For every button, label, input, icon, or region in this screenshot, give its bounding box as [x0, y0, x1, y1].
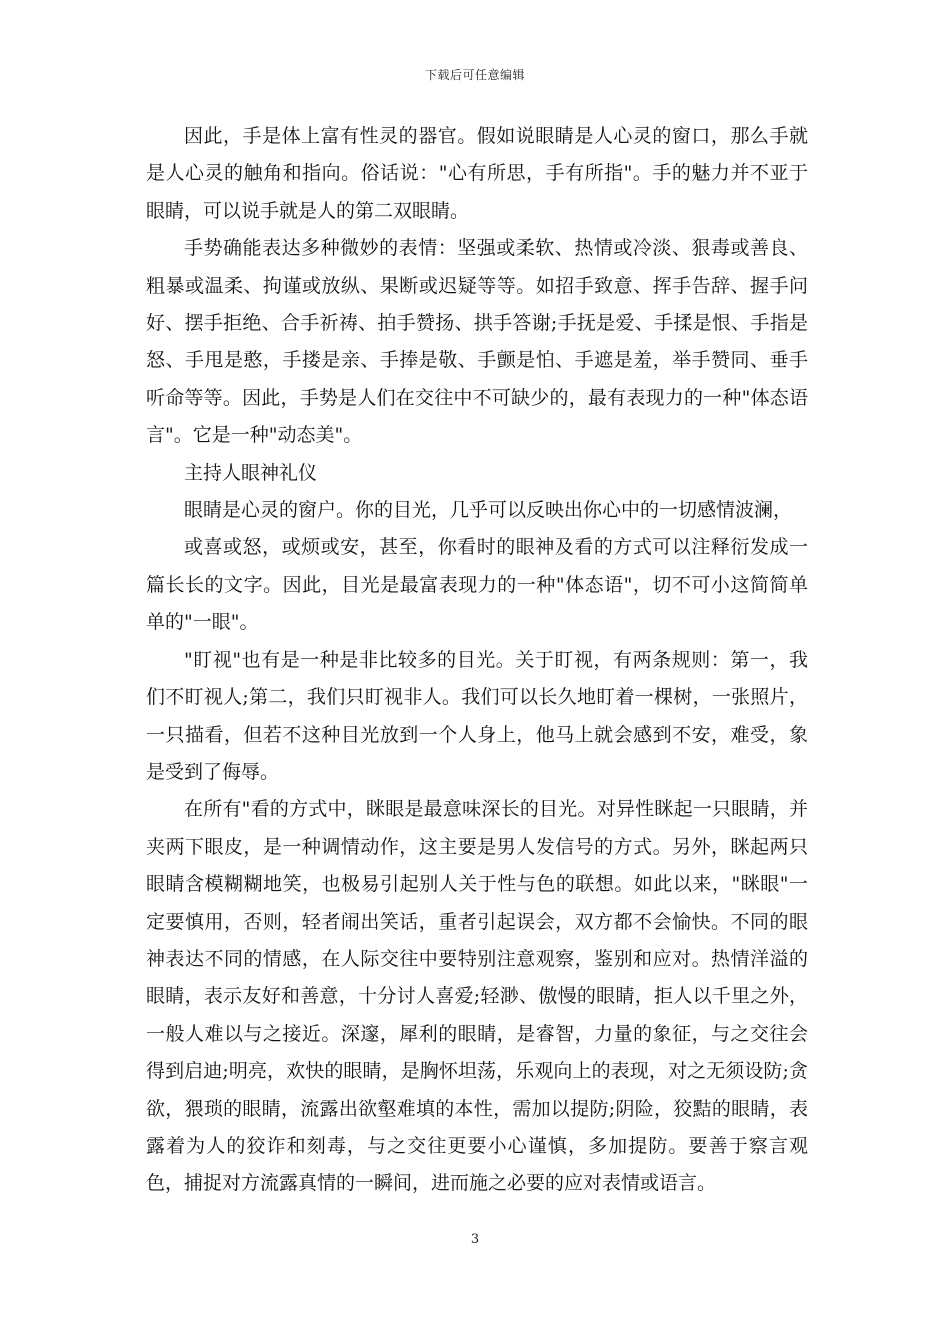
page-header: 下载后可任意编辑: [424, 68, 525, 82]
section-heading-eye-etiquette: 主持人眼神礼仪: [184, 461, 318, 484]
paragraph-gaze-expression: 或喜或怒，或烦或安，甚至，你看时的眼神及看的方式可以注释衍发成一篇长长的文字。因此，目光是最富表现力的一种"体态语"，切不可小这简简单单的"一眼"。: [146, 536, 808, 634]
page-number: 3: [470, 1232, 480, 1247]
paragraph-gestures: 手势确能表达多种微妙的表情：坚强或柔软、热情或冷淡、狠毒或善良、粗暴或温柔、拘谨或放纵、果断或迟疑等等。如招手致意、挥手告辞、握手问好、摆手拒绝、合手祈祷、拍手赞扬、拱手答谢;手抚是爱、手揉是恨、手指是怒、手甩是憨，手搂是亲、手捧是敬、手颤是怕、手遮是羞，举手赞同、垂手听命等等。因此，手势是人们在交往中不可缺少的，最有表现力的一种"体态语言"。它是一种"动态美"。: [146, 237, 808, 447]
paragraph-hand-organ: 因此，手是体上富有性灵的器官。假如说眼睛是人心灵的窗口，那么手就是人心灵的触角和指向。俗话说："心有所思，手有所指"。手的魅力并不亚于眼睛，可以说手就是人的第二双眼睛。: [146, 125, 808, 222]
document-body: [146, 118, 808, 1203]
paragraph-squinting: 在所有"看的方式中，眯眼是最意味深长的目光。对异性眯起一只眼睛，并夹两下眼皮，是一种调情动作，这主要是男人发信号的方式。另外，眯起两只眼睛含模糊糊地笑，也极易引起别人关于性与色的联想。如此以来，"眯眼"一定要慎用，否则，轻者闹出笑话，重者引起误会，双方都不会愉快。不同的眼神表达不同的情感，在人际交往中要特别注意观察，鉴别和应对。热情洋溢的眼睛，表示友好和善意，十分讨人喜爱;轻渺、傲慢的眼睛，拒人以千里之外，一般人难以与之接近。深邃，犀利的眼睛，是睿智，力量的象征，与之交往会得到启迪;明亮，欢快的眼睛，是胸怀坦荡，乐观向上的表现，对之无须设防;贪欲，猥琐的眼睛，流露出欲壑难填的本性，需加以提防;阴险，狡黠的眼睛，表露着为人的狡诈和刻毒，与之交往更要小心谨慎，多加提防。要善于察言观色，捕捉对方流露真情的一瞬间，进而施之必要的应对表情或语言。: [146, 798, 808, 1195]
paragraph-staring: "盯视"也有是一种是非比较多的目光。关于盯视，有两条规则：第一，我们不盯视人;第二，我们只盯视非人。我们可以长久地盯着一棵树，一张照片，一只描看，但若不这种目光放到一个人身上，他马上就会感到不安，难受，象是受到了侮辱。: [146, 648, 808, 783]
paragraph-eyes-window: 眼睛是心灵的窗户。你的目光，几乎可以反映出你心中的一切感情波澜，: [184, 499, 793, 522]
